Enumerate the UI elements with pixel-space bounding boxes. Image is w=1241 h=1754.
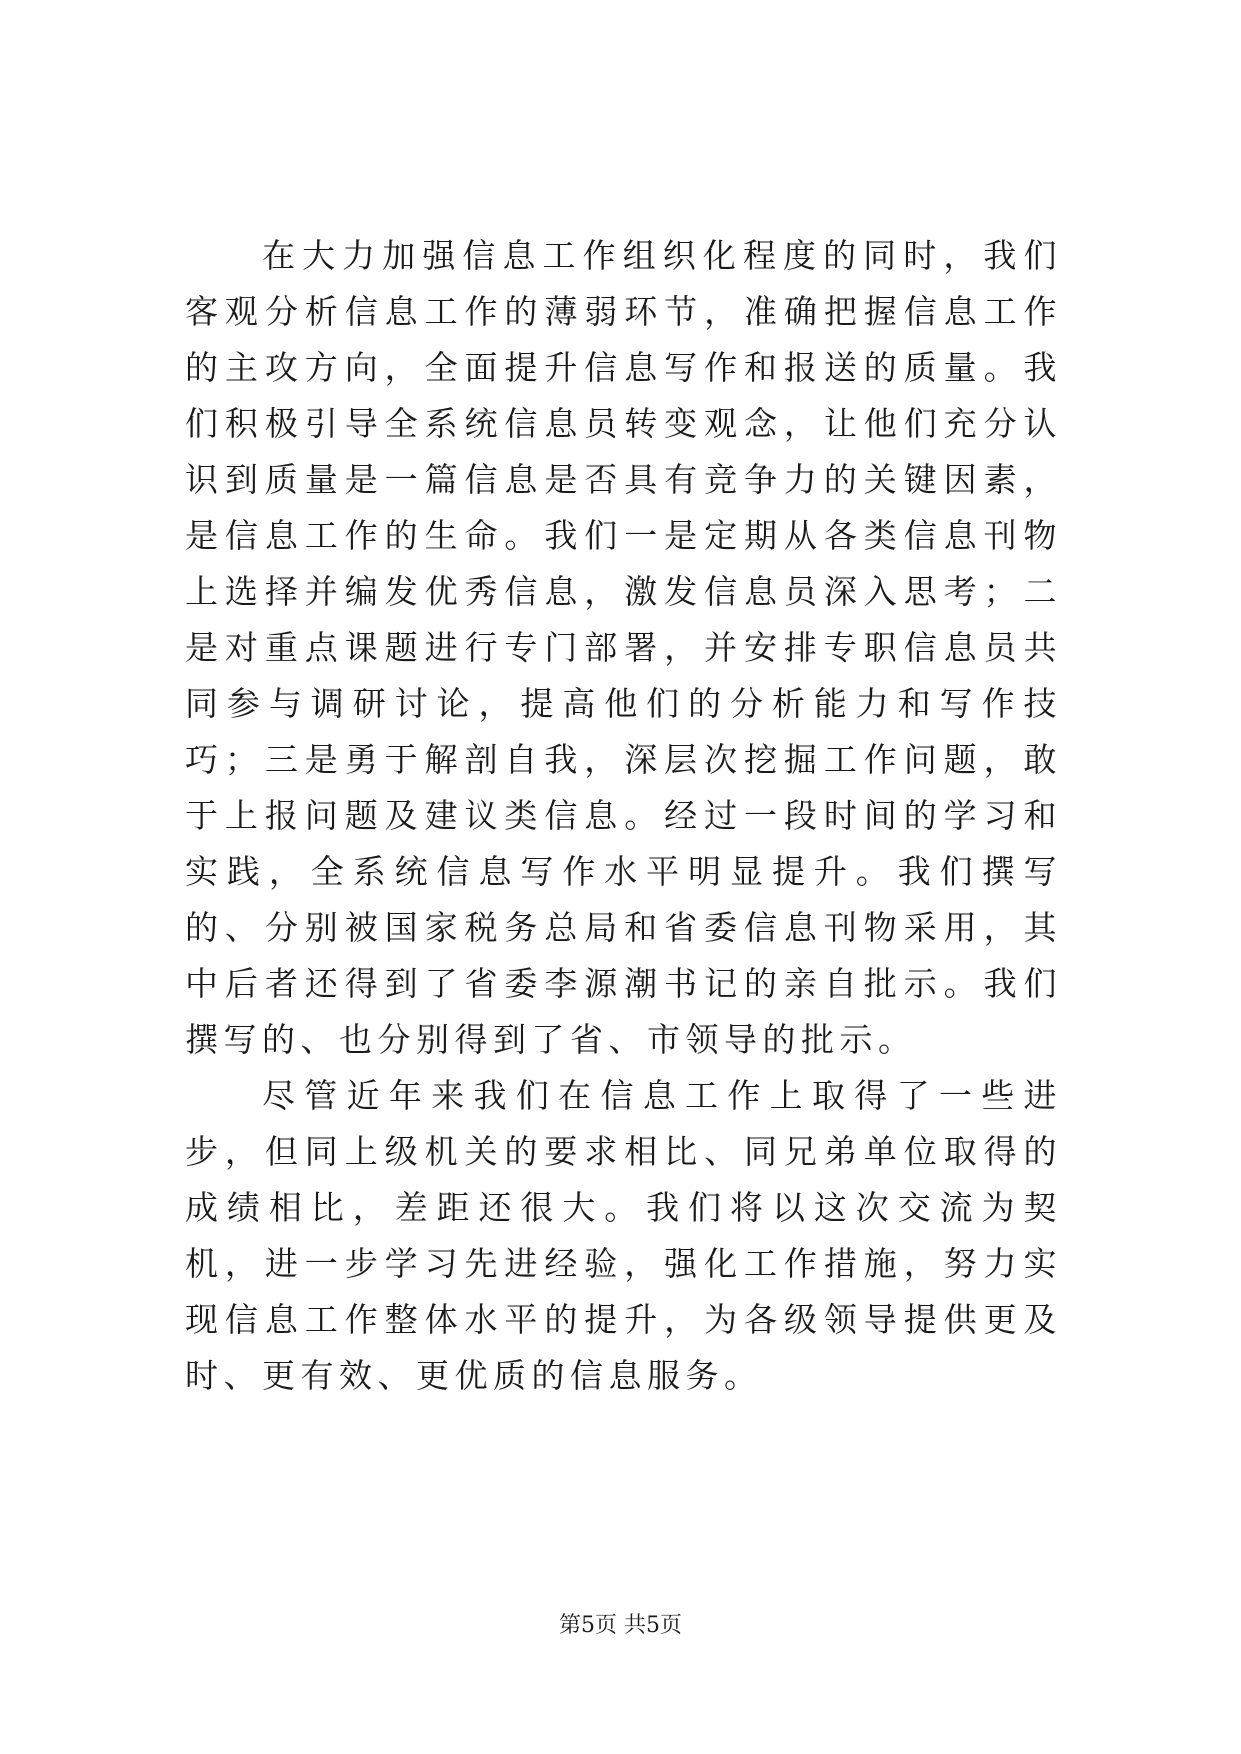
paragraph-2: 尽管近年来我们在信息工作上取得了一些进步，但同上级机关的要求相比、同兄弟单位取得的成绩相比，差距还很大。我们将以这次交流为契机，进一步学习先进经验，强化工作措施，努力实现信息工作整体水平的提升，为各级领导提供更及时、更有效、更优质的信息服务。 [185, 1076, 1062, 1395]
page-number-footer: 第5页 共5页 [559, 1613, 682, 1638]
paragraph-1: 在大力加强信息工作组织化程度的同时，我们客观分析信息工作的薄弱环节，准确把握信息工作的主攻方向，全面提升信息写作和报送的质量。我们积极引导全系统信息员转变观念，让他们充分认识到质量是一篇信息是否具有竞争力的关键因素，是信息工作的生命。我们一是定期从各类信息刊物上选择并编发优秀信息，激发信息员深入思考；二是对重点课题进行专门部署，并安排专职信息员共同参与调研讨论，提高他们的分析能力和写作技巧；三是勇于解剖自我，深层次挖掘工作问题，敢于上报问题及建议类信息。经过一段时间的学习和实践，全系统信息写作水平明显提升。我们撰写的、分别被国家税务总局和省委信息刊物采用，其中后者还得到了省委李源潮书记的亲自批示。我们撰写的、也分别得到了省、市领导的批示。 [185, 236, 1062, 1059]
document-body [185, 228, 1062, 1404]
